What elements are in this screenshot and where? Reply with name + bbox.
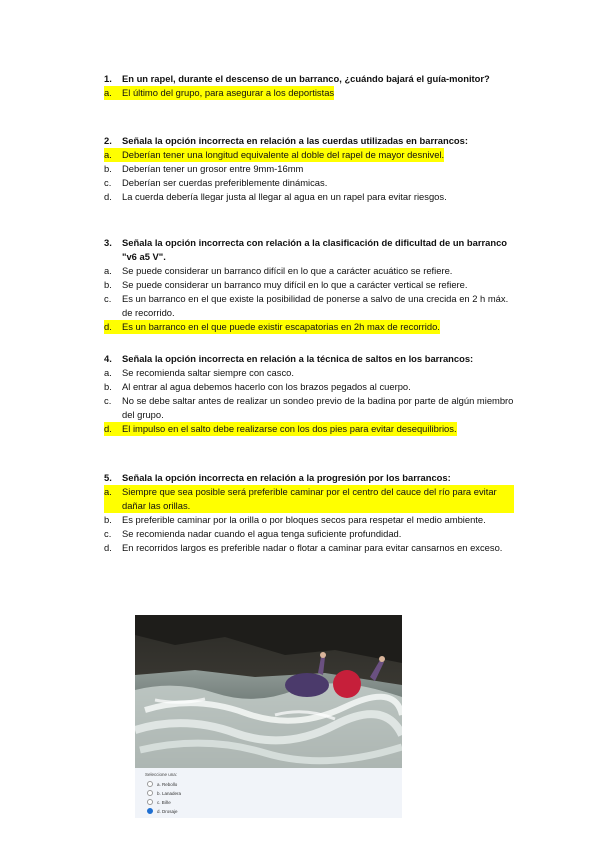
option-letter: b.: [104, 381, 112, 392]
option-c: [104, 292, 514, 320]
question-number: 4.: [104, 353, 112, 364]
question-3: [104, 236, 514, 334]
option-b: [104, 162, 514, 176]
option-letter: c.: [104, 528, 112, 539]
option-letter: a.: [104, 485, 122, 513]
radio-selected-icon[interactable]: [147, 808, 153, 814]
option-d: [104, 190, 514, 204]
question-number: 1.: [104, 73, 112, 84]
question-text: En un rapel, durante el descenso de un barranco, ¿cuándo bajará el guía-monitor?: [122, 73, 490, 84]
option-letter: a.: [104, 367, 112, 378]
option-text: Deberían tener una longitud equivalente al doble del rapel de mayor desnivel.: [122, 149, 445, 160]
option-a: [104, 148, 514, 162]
option-text: Es un barranco en el que existe la posibilidad de ponerse a salvo de una crecida en 2 h máx. de recorrido.: [122, 293, 509, 318]
option-letter: b.: [104, 279, 112, 290]
option-letter: c.: [104, 293, 112, 304]
option-letter: b.: [104, 163, 112, 174]
question-1-heading: [104, 72, 514, 86]
question-text: Señala la opción incorrecta en relación a la progresión por los barrancos:: [122, 472, 451, 483]
option-text: Deberían tener un grosor entre 9mm-16mm: [122, 163, 304, 174]
answer-label: a. Rebollo: [157, 781, 178, 787]
question-5-heading: [104, 471, 514, 485]
option-a: [104, 366, 514, 380]
option-text: Deberían ser cuerdas preferiblemente dinámicas.: [122, 177, 328, 188]
option-text: Siempre que sea posible será preferible caminar por el centro del cauce del río para evitar dañar las orillas.: [122, 485, 514, 513]
question-4-heading: [104, 352, 514, 366]
option-text: En recorridos largos es preferible nadar o flotar a caminar para evitar cansarnos en exceso.: [122, 542, 503, 553]
answer-label: d. Drosaje: [157, 808, 178, 814]
answer-option-b[interactable]: [147, 790, 181, 796]
answer-label: b. Lanadera: [157, 790, 182, 796]
option-letter: a.: [104, 86, 122, 100]
option-letter: d.: [104, 320, 122, 334]
question-text: Señala la opción incorrecta con relación a la clasificación de dificultad de un barranco "v6 a5 V".: [122, 237, 508, 262]
radio-icon[interactable]: [147, 790, 153, 796]
question-number: 2.: [104, 135, 112, 146]
option-text: La cuerda debería llegar justa al llegar al agua en un rapel para evitar riesgos.: [122, 191, 447, 202]
question-5: [104, 471, 514, 555]
question-3-heading: [104, 236, 514, 264]
option-text: El impulso en el salto debe realizarse con los dos pies para evitar desequilibrios.: [122, 423, 457, 434]
embedded-quiz-screenshot: [135, 615, 402, 818]
question-1: [104, 72, 514, 100]
option-letter: d.: [104, 542, 112, 553]
answer-option-a[interactable]: [147, 781, 177, 787]
canyoning-photo: [135, 615, 402, 768]
option-text: El último del grupo, para asegurar a los deportistas: [122, 87, 335, 98]
option-a: [104, 485, 514, 513]
option-c: [104, 394, 514, 422]
question-text: Señala la opción incorrecta en relación a las cuerdas utilizadas en barrancos:: [122, 135, 468, 146]
option-b: [104, 278, 514, 292]
question-number: 3.: [104, 237, 112, 248]
option-text: Es un barranco en el que puede existir escapatorias en 2h max de recorrido.: [122, 321, 440, 332]
answer-prompt: Seleccione una:: [145, 772, 178, 777]
option-c: [104, 527, 514, 541]
option-b: [104, 513, 514, 527]
option-d: [104, 541, 514, 555]
option-a: [104, 86, 514, 100]
option-letter: c.: [104, 177, 112, 188]
question-text: Señala la opción incorrecta en relación a la técnica de saltos en los barrancos:: [122, 353, 474, 364]
option-d: [104, 422, 514, 436]
option-b: [104, 380, 514, 394]
option-letter: d.: [104, 422, 122, 436]
option-letter: d.: [104, 191, 112, 202]
option-text: Se recomienda saltar siempre con casco.: [122, 367, 294, 378]
answer-option-d[interactable]: [147, 808, 178, 814]
question-number: 5.: [104, 472, 112, 483]
radio-icon[interactable]: [147, 781, 153, 787]
question-2-heading: [104, 134, 514, 148]
option-d: [104, 320, 514, 334]
answer-panel: [135, 768, 402, 818]
option-a: [104, 264, 514, 278]
option-c: [104, 176, 514, 190]
answer-option-c[interactable]: [147, 799, 171, 805]
option-letter: a.: [104, 148, 122, 162]
question-4: [104, 352, 514, 436]
option-letter: c.: [104, 395, 112, 406]
answer-label: c. Biñe: [157, 799, 171, 805]
option-letter: b.: [104, 514, 112, 525]
option-text: Se puede considerar un barranco muy difícil en lo que a carácter vertical se refiere.: [122, 279, 468, 290]
question-2: [104, 134, 514, 204]
option-text: Al entrar al agua debemos hacerlo con los brazos pegados al cuerpo.: [122, 381, 411, 392]
option-letter: a.: [104, 265, 112, 276]
option-text: Es preferible caminar por la orilla o por bloques secos para respetar el medio ambiente.: [122, 514, 486, 525]
option-text: Se recomienda nadar cuando el agua tenga suficiente profundidad.: [122, 528, 402, 539]
option-text: Se puede considerar un barranco difícil en lo que a carácter acuático se refiere.: [122, 265, 453, 276]
radio-icon[interactable]: [147, 799, 153, 805]
option-text: No se debe saltar antes de realizar un sondeo previo de la badina por parte de algún miembro del grupo.: [122, 395, 514, 420]
